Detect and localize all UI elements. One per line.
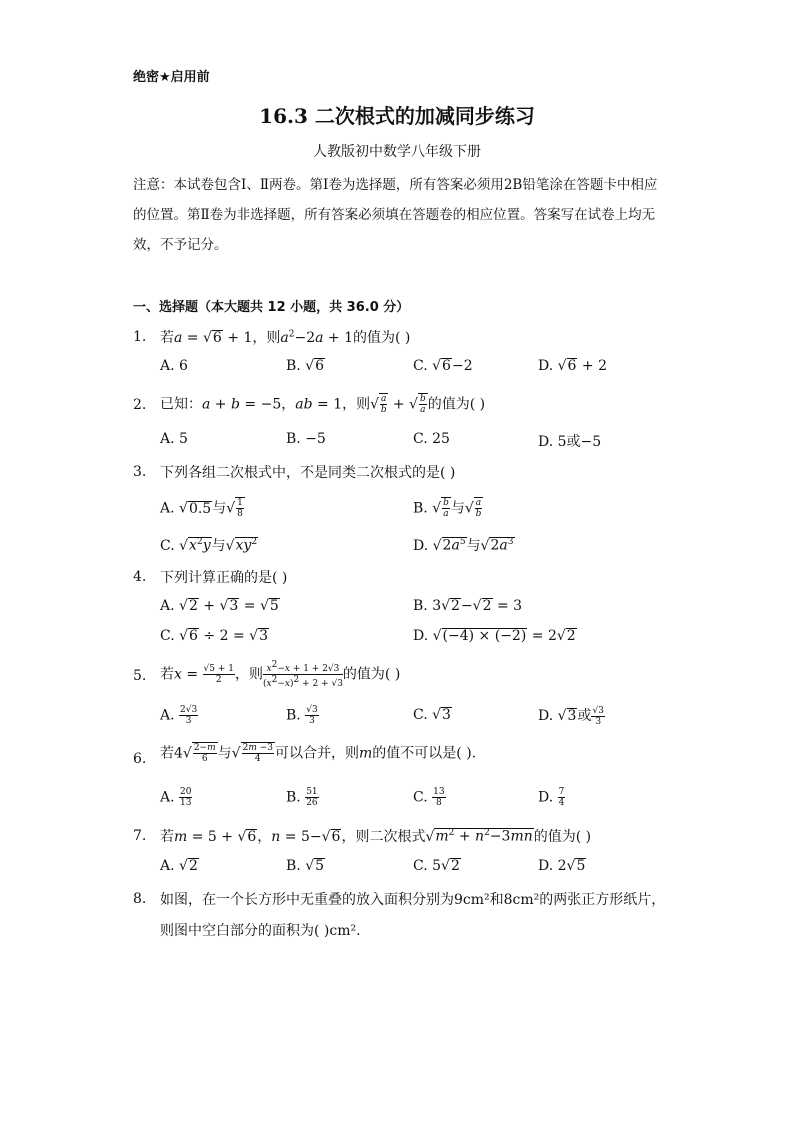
question-number: 8.	[133, 891, 147, 907]
option-d[interactable]: D. √6 + 2	[538, 358, 608, 374]
option-a[interactable]: A. $\frac{20}{13}$	[160, 787, 192, 808]
secret-label: 绝密★启用前	[133, 70, 210, 85]
option-c[interactable]: C. √6 ÷ 2 = √3	[160, 628, 268, 644]
option-d[interactable]: D. $√2a^5$与$√2a^3$	[413, 537, 514, 554]
page-subtitle: 人教版初中数学八年级下册	[313, 144, 481, 160]
option-c[interactable]: C. √6−2	[413, 358, 473, 374]
question-text: 若m = 5 + √6，n = 5−√6，则二次根式$√m^2 + n^2-3mn$的值为( )	[160, 828, 592, 845]
question-number: 5.	[133, 668, 147, 684]
page-title: 16.3 二次根式的加减同步练习	[259, 104, 535, 128]
question-number: 6.	[133, 751, 147, 767]
option-a[interactable]: A. √2	[160, 858, 198, 874]
question-number: 1.	[133, 329, 147, 345]
option-a[interactable]: A. 5	[160, 431, 188, 447]
question-text: 如图，在一个长方形中无重叠的放入面积分别为9cm²和8cm²的两张正方形纸片，	[160, 892, 666, 908]
question-text: 若x = $\frac{√5 + 1}{2}$ ，则 $\frac{x^2-x + 1 + 2√3}{(x^2-x)^2 + 2 + √3}$ 的值为( )	[160, 660, 401, 689]
option-d[interactable]: D. $\frac{7}{4}$	[538, 787, 565, 808]
option-c[interactable]: C. √3	[413, 707, 451, 723]
question-text: 下列计算正确的是( )	[160, 570, 288, 586]
option-d[interactable]: D. √(−4) × (−2) = 2√2	[413, 628, 576, 644]
option-b[interactable]: B. −5	[286, 431, 326, 447]
exam-notice: 注意：本试卷包含Ⅰ、Ⅱ两卷。第Ⅰ卷为选择题，所有答案必须用2B铅笔涂在答题卡中相应的位置。第Ⅱ卷为非选择题，所有答案必须填在答题卷的相应位置。答案写在试卷上均无效，不予记分。	[133, 177, 658, 253]
section-heading: 一、选择题（本大题共 12 小题，共 36.0 分）	[133, 300, 410, 315]
question-text: 若4√ $\frac{2-m}{6}$ 与√ $\frac{2m -3}{4}$ 可以合并，则m的值不可以是( ).	[160, 743, 477, 764]
option-c[interactable]: C. $\frac{13}{8}$	[413, 787, 445, 808]
option-b[interactable]: B. √6	[286, 358, 325, 374]
option-b[interactable]: B. √5	[286, 858, 325, 874]
option-d[interactable]: D. 5或−5	[538, 434, 602, 450]
option-c[interactable]: C. 5√2	[413, 858, 460, 874]
question-text: 则图中空白部分的面积为( )cm².	[160, 923, 361, 939]
question-text: 下列各组二次根式中，不是同类二次根式的是( )	[160, 465, 456, 481]
question-number: 2.	[133, 397, 147, 413]
option-a[interactable]: A. √0.5与√ $\frac{1}{8}$	[160, 498, 243, 519]
option-b[interactable]: B. $\frac{51}{26}$	[286, 787, 318, 808]
option-b[interactable]: B. √ $\frac{b}{a}$ 与√ $\frac{a}{b}$	[413, 498, 482, 519]
option-b[interactable]: B. $\frac{√3}{3}$	[286, 705, 318, 726]
question-number: 3.	[133, 464, 147, 480]
option-a[interactable]: A. $\frac{2√3}{3}$	[160, 705, 198, 726]
question-text: 已知：a + b = −5，ab = 1，则√ $\frac{a}{b}$ + √ $\frac{b}{a}$ 的值为( )	[160, 394, 486, 415]
question-number: 7.	[133, 828, 147, 844]
question-number: 4.	[133, 569, 147, 585]
option-c[interactable]: C. $√x^2y$与$√xy^2$	[160, 537, 258, 554]
option-c[interactable]: C. 25	[413, 431, 450, 447]
option-a[interactable]: A. 6	[160, 358, 188, 374]
question-text: 若a = √6 + 1，则$a^2-2a + 1$的值为( )	[160, 329, 411, 346]
option-b[interactable]: B. 3√2−√2 = 3	[413, 598, 523, 614]
option-d[interactable]: D. 2√5	[538, 858, 586, 874]
option-a[interactable]: A. √2 + √3 = √5	[160, 598, 279, 614]
option-d[interactable]: D. √3或 $\frac{√3}{3}$	[538, 705, 604, 727]
